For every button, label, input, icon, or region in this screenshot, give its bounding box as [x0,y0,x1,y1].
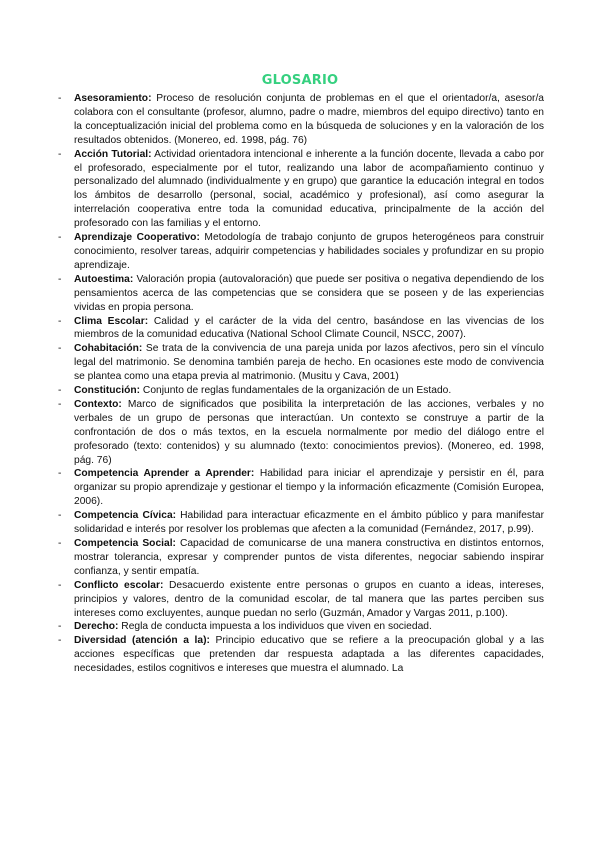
glossary-entry [58,92,544,148]
term-separator: : [196,232,200,244]
glossary-entry [58,634,544,676]
glossary-definition: Marco de significados que posibilita la interpretación de las acciones, verbales y no verbales de un grupo de personas que interactúan. Un contexto se construye a partir de la confrontación de dos o más textos, en la escuela normalmente por medio del diálogo entre el profesorado (texto: contenidos) y su alumnado (texto: conocimientos previos). (Monereo, ed. 1998, pág. 76) [74,398,544,466]
glossary-entry [58,579,544,621]
glossary-definition: Metodología de trabajo conjunto de grupos heterogéneos para construir conocimiento, resolver tareas, adquirir competencias y habilidades sociales y profundizar en su propio aprendizaje. [74,232,544,271]
glossary-entry [58,537,544,579]
glossary-term: Competencia Aprender a Aprender [74,468,251,480]
glossary-term: Cohabitación [74,343,139,355]
glossary-definition: Regla de conducta impuesta a los individuos que viven en sociedad. [118,621,432,633]
glossary-entry [58,384,544,398]
bullet-dash: - [58,468,62,480]
bullet-dash: - [58,148,62,160]
bullet-dash: - [58,538,62,549]
glossary-definition: Habilidad para interactuar eficazmente en el ámbito público y para manifestar solidaridad e interés por resolver los problemas que afecten a la comunidad (Fernández, 2017, p.99). [74,510,544,536]
glossary-definition: Conjunto de reglas fundamentales de la organización de un Estado. [140,385,452,397]
glossary-entry [58,620,544,634]
glossary-term: Clima Escolar [74,315,145,327]
term-separator: : [148,93,152,104]
glossary-term: Conflicto escolar [74,579,160,591]
glossary-entry [58,342,544,384]
glossary-entry [58,315,544,343]
term-separator: : [172,510,177,522]
glossary-term: Competencia Cívica [74,510,173,522]
glossary-term: Asesoramiento [74,93,149,104]
glossary-term: Contexto [74,398,119,410]
glossary-term: Acción Tutorial [74,148,149,160]
term-separator: : [250,468,255,480]
term-separator: : [118,398,122,410]
glossary-list [58,92,544,676]
glossary-definition: Principio educativo que se refiere a la preocupación global y a las acciones específicas que pretenden dar respuesta adaptada a las diferentes capacidades, necesidades, estilos cognitivos e intereses que muestra el alumnado. La [74,635,544,675]
bullet-dash: - [58,579,62,591]
glossary-entry [58,467,544,509]
bullet-dash: - [58,510,62,522]
glossary-entry [58,398,544,468]
bullet-dash: - [58,315,62,327]
bullet-dash: - [58,343,62,355]
glossary-term: Constitución [74,385,137,397]
bullet-dash: - [58,621,62,633]
glossary-definition: Calidad y el carácter de la vida del centro, basándose en las vivencias de los miembros de la comunidad educativa (National School Climate Council, NSCC, 2007). [74,315,544,341]
term-separator: : [148,148,152,160]
bullet-dash: - [58,232,62,244]
term-separator: : [115,621,119,633]
term-separator: : [159,579,164,591]
term-separator: : [136,385,141,397]
glossary-entry [58,273,544,315]
bullet-dash: - [58,93,62,104]
glossary-definition: Se trata de la convivencia de una pareja unida por lazos afectivos, pero sin el vínculo legal del matrimonio. Se denomina también pareja de hecho. En ocasiones este modo de convivencia se plantea como una etapa previa al matrimonio. (Musitu y Cava, 2001) [74,343,544,383]
page-title: GLOSARIO [261,73,339,88]
glossary-definition: Valoración propia (autovaloración) que puede ser positiva o negativa dependiendo de los pensamientos acerca de las competencias que se considera que se poseen y de las experiencias vividas en propia persona. [74,273,544,313]
term-separator: : [172,538,176,549]
glossary-term: Autoestima [74,273,130,285]
term-separator: : [138,343,143,355]
glossary-term: Aprendizaje Cooperativo [74,232,197,244]
bullet-dash: - [58,273,62,285]
glossary-entry [58,148,544,231]
glossary-term: Derecho [74,621,116,633]
glossary-term: Diversidad (atención a la) [74,635,207,647]
bullet-dash: - [58,398,62,410]
glossary-definition: Proceso de resolución conjunta de problemas en el que el orientador/a, asesor/a colabora con el consultante (profesor, alumno, padre o madre, miembros del equipo directivo) tanto en la conceptualización inicial del problema como en la búsqueda de soluciones y en la valoración de los resultados obtenidos. (Monereo, ed. 1998, pág. 76) [74,93,544,146]
term-separator: : [206,635,210,647]
glossary-entry [58,509,544,537]
glossary-entry [58,231,544,273]
glossary-definition: Capacidad de comunicarse de una manera constructiva en distintos entornos, mostrar tolerancia, expresar y comprender puntos de vista diferentes, negociar sabiendo inspirar confianza, y sentir empatía. [74,538,544,577]
term-separator: : [129,273,134,285]
bullet-dash: - [58,385,62,397]
bullet-dash: - [58,635,62,647]
term-separator: : [144,315,149,327]
glossary-term: Competencia Social [74,538,173,549]
glossary-definition: Habilidad para iniciar el aprendizaje y persistir en él, para organizar su propio aprendizaje y gestionar el tiempo y la información eficazmente (Comisión Europea, 2006). [74,468,544,508]
glossary-definition: Actividad orientadora intencional e inherente a la función docente, llevada a cabo por el profesorado, especialmente por el tutor, realizando una labor de acompañamiento continuo y personalizado del alumnado (individualmente y en grupo) que garantice la educación integral en todos los ámbitos de desarrollo (personal, social, académico y profesional), así como asegurar la interrelación cooperativa entre toda la comunidad educativa, principalmente de la acción del profesorado con las familias y el entorno. [74,148,544,230]
glossary-definition: Desacuerdo existente entre personas o grupos en cuanto a ideas, intereses, principios y valores, dentro de la comunidad escolar, de tal manera que las partes perciben sus intereses como excluyentes, aunque puedan no serlo (Guzmán, Amador y Vargas 2011, p.100). [74,579,544,619]
